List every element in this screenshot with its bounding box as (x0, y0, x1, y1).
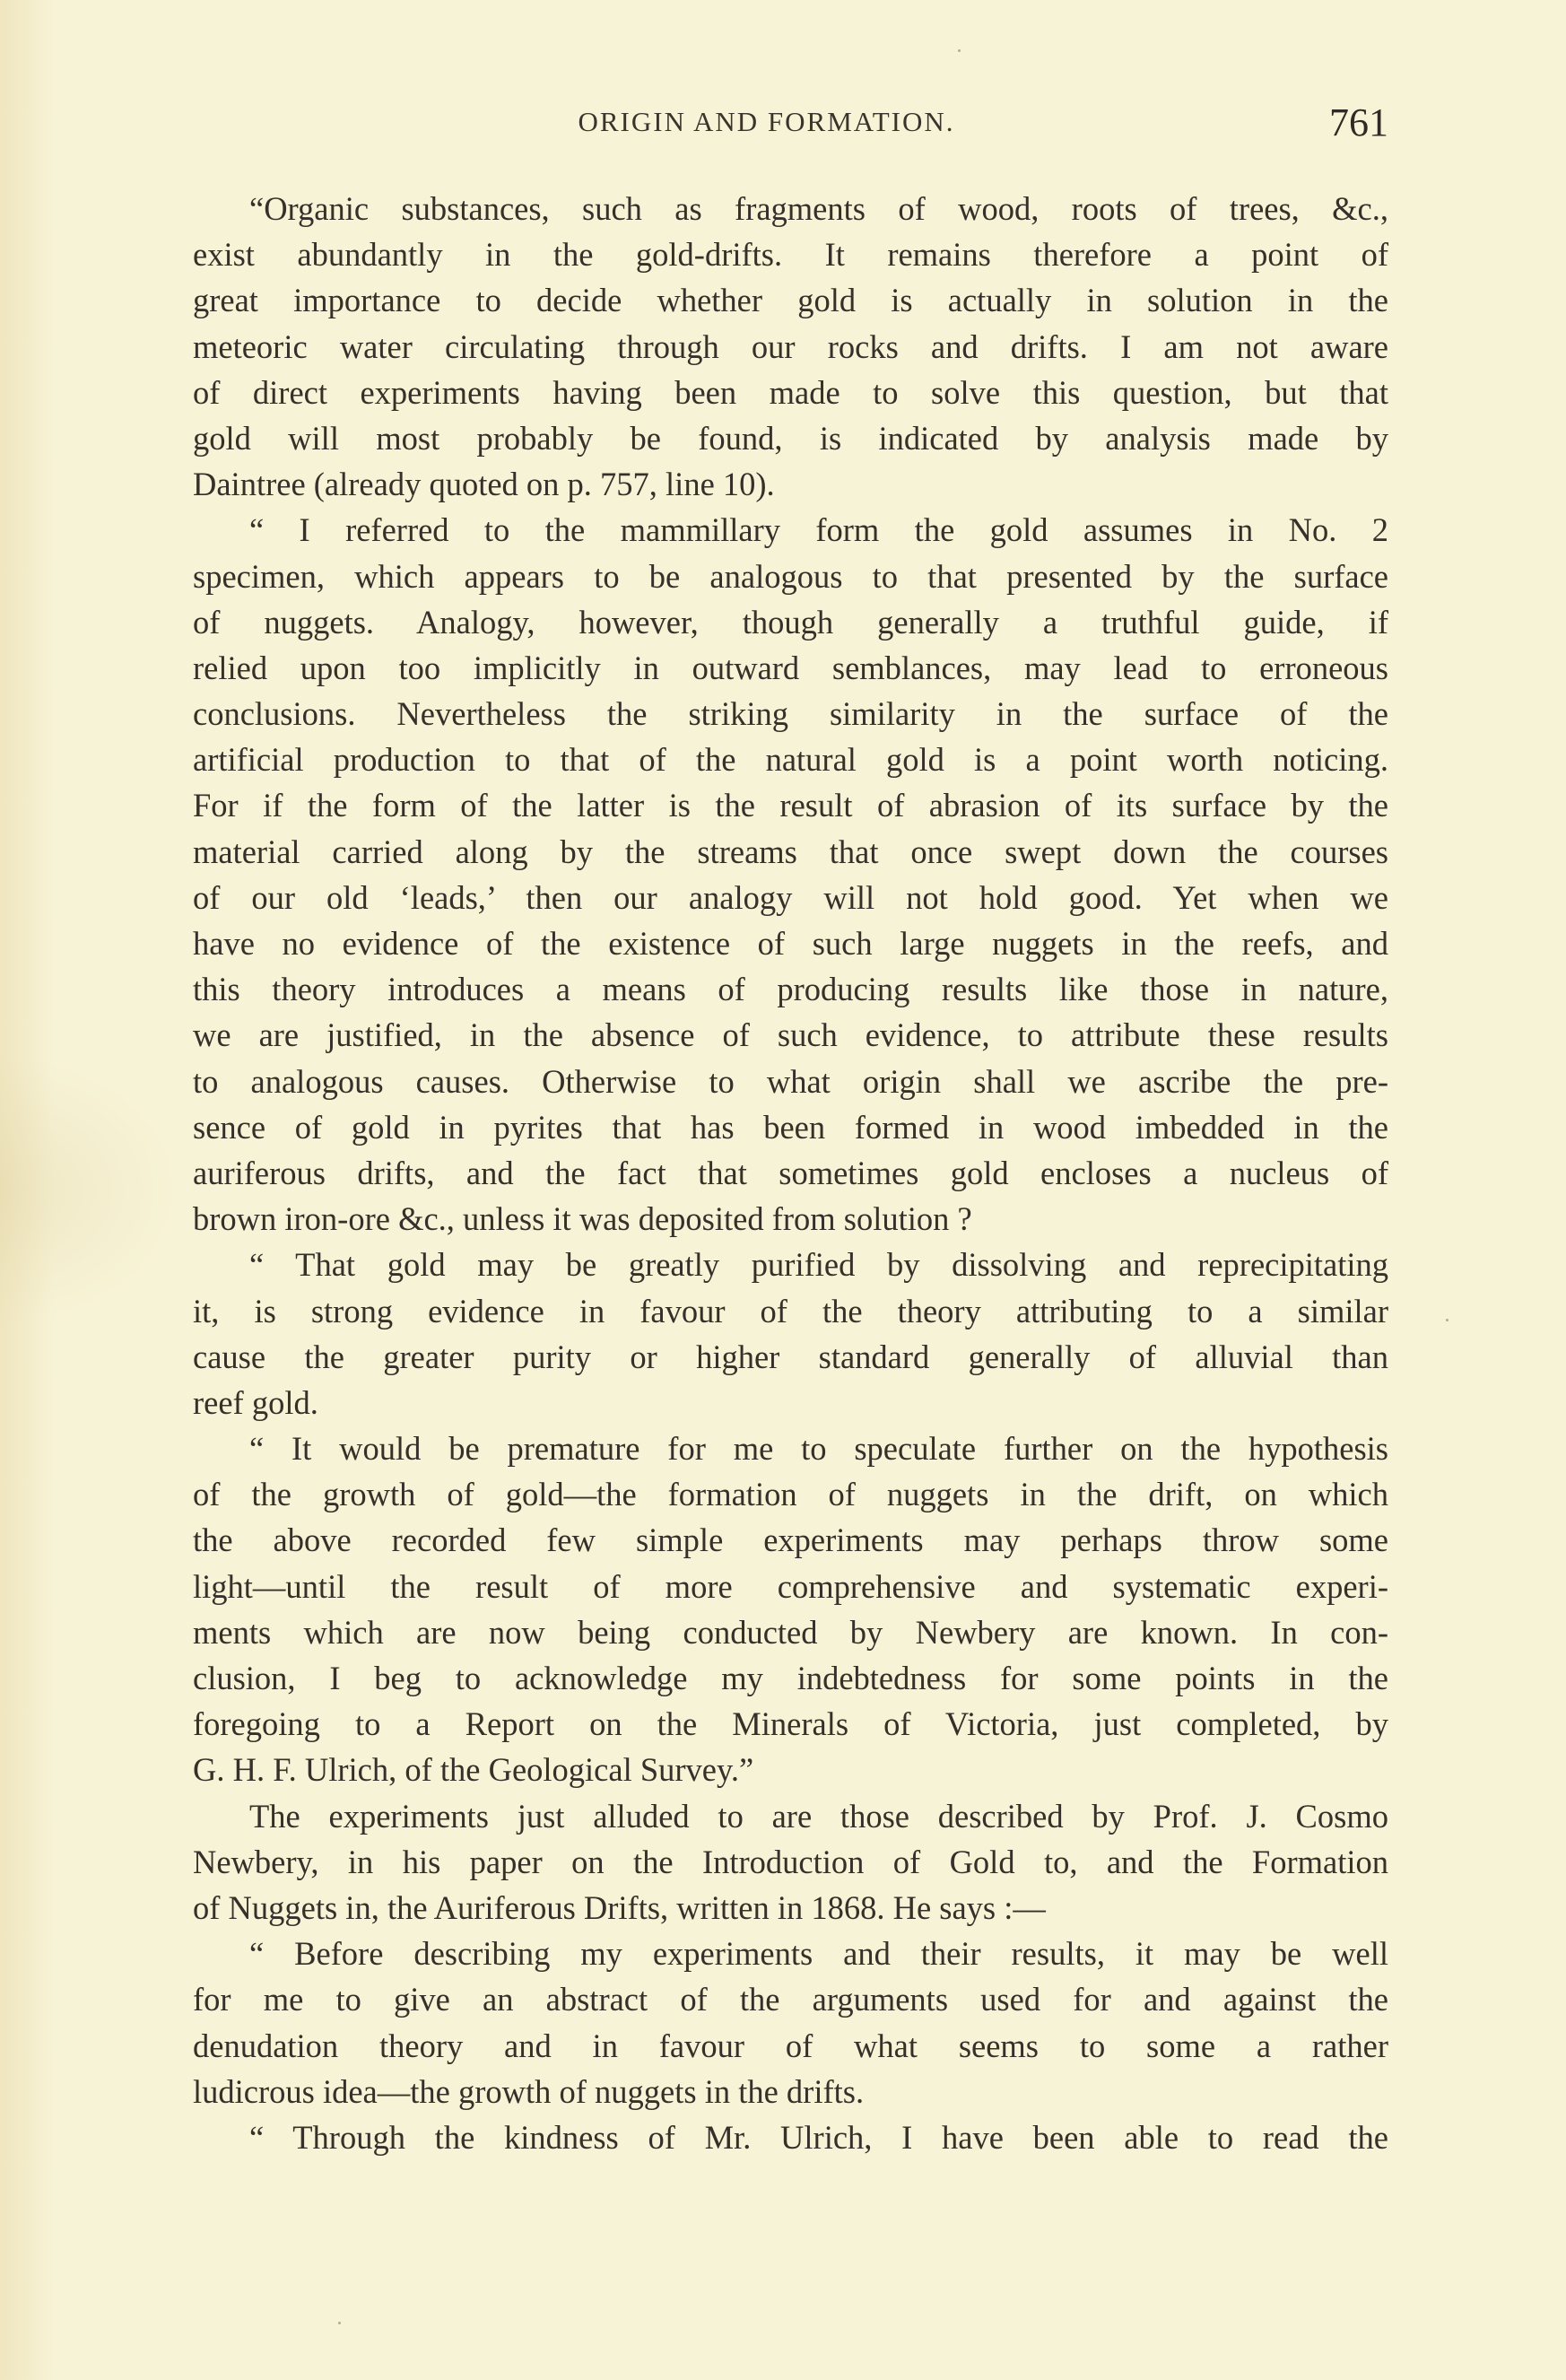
text-line: “ Through the kindness of Mr. Ulrich, I have been able to read the (249, 2118, 1388, 2156)
text-line: G. H. F. Ulrich, of the Geological Survey.” (193, 1751, 754, 1789)
text-line: meteoric water circulating through our rocks and drifts. I am not aware (193, 327, 1388, 365)
text-line: ments which are now being conducted by Newbery are known. In con- (193, 1613, 1388, 1651)
text-line: specimen, which appears to be analogous to that presented by the surface (193, 557, 1388, 595)
paper-speck (958, 49, 961, 52)
text-line: “ I referred to the mammillary form the gold assumes in No. 2 (249, 511, 1388, 549)
text-line: brown iron-ore &c., unless it was deposited from solution ? (193, 1200, 972, 1238)
text-line: “ Before describing my experiments and their results, it may be well (249, 1935, 1388, 1973)
body-text (193, 186, 1388, 2160)
text-line: this theory introduces a means of producing results like those in nature, (193, 971, 1388, 1008)
text-line: material carried along by the streams that once swept down the courses (193, 833, 1388, 870)
page-number: 761 (1329, 100, 1388, 144)
text-line: light—until the result of more comprehensive and systematic experi- (193, 1567, 1388, 1605)
text-line: of the growth of gold—the formation of nuggets in the drift, on which (193, 1476, 1388, 1513)
text-line: For if the form of the latter is the result of abrasion of its surface by the (193, 787, 1388, 824)
text-line: conclusions. Nevertheless the striking similarity in the surface of the (193, 695, 1388, 733)
text-line: relied upon too implicitly in outward semblances, may lead to erroneous (193, 649, 1388, 686)
text-line: cause the greater purity or higher standard generally of alluvial than (193, 1338, 1388, 1375)
text-line: Daintree (already quoted on p. 757, line 10). (193, 466, 775, 503)
text-line: gold will most probably be found, is indicated by analysis made by (193, 419, 1388, 457)
text-line: of Nuggets in, the Auriferous Drifts, written in 1868. He says :— (193, 1888, 1046, 1926)
text-line: of our old ‘leads,’ then our analogy will not hold good. Yet when we (193, 878, 1388, 916)
text-line: of nuggets. Analogy, however, though generally a truthful guide, if (193, 603, 1388, 641)
running-head-title: ORIGIN AND FORMATION. (578, 106, 955, 137)
paper-speck (1446, 1319, 1449, 1321)
text-line: Newbery, in his paper on the Introduction of Gold to, and the Formation (193, 1843, 1388, 1880)
text-line: to analogous causes. Otherwise to what origin shall we ascribe the pre- (193, 1062, 1388, 1100)
text-line: we are justified, in the absence of such evidence, to attribute these results (193, 1016, 1388, 1054)
text-line: “Organic substances, such as fragments of wood, roots of trees, &c., (249, 190, 1388, 227)
text-line: ludicrous idea—the growth of nuggets in the drifts. (193, 2072, 865, 2110)
text-line: sence of gold in pyrites that has been formed in wood imbedded in the (193, 1108, 1388, 1146)
text-line: auriferous drifts, and the fact that sometimes gold encloses a nucleus of (193, 1154, 1388, 1191)
text-line: have no evidence of the existence of such large nuggets in the reefs, and (193, 925, 1388, 962)
text-line: The experiments just alluded to are those described by Prof. J. Cosmo (249, 1797, 1388, 1835)
paper-speck (338, 2322, 341, 2324)
text-line: denudation theory and in favour of what seems to some a rather (193, 2027, 1388, 2064)
text-line: the above recorded few simple experiments may perhaps throw some (193, 1521, 1388, 1559)
text-line: exist abundantly in the gold-drifts. It remains therefore a point of (193, 236, 1388, 274)
text-line: it, is strong evidence in favour of the theory attributing to a similar (193, 1292, 1388, 1329)
text-line: “ That gold may be greatly purified by dissolving and reprecipitating (249, 1246, 1388, 1284)
text-line: artificial production to that of the natural gold is a point worth noticing. (193, 741, 1388, 779)
text-line: “ It would be premature for me to speculate further on the hypothesis (249, 1430, 1388, 1468)
text-line: reef gold. (193, 1383, 318, 1421)
text-line: for me to give an abstract of the arguments used for and against the (193, 1981, 1388, 2018)
text-line: of direct experiments having been made to solve this question, but that (193, 373, 1388, 411)
text-line: great importance to decide whether gold is actually in solution in the (193, 282, 1388, 319)
text-line: foregoing to a Report on the Minerals of Victoria, just completed, by (193, 1705, 1388, 1743)
text-line: clusion, I beg to acknowledge my indebtedness for some points in the (193, 1660, 1388, 1696)
